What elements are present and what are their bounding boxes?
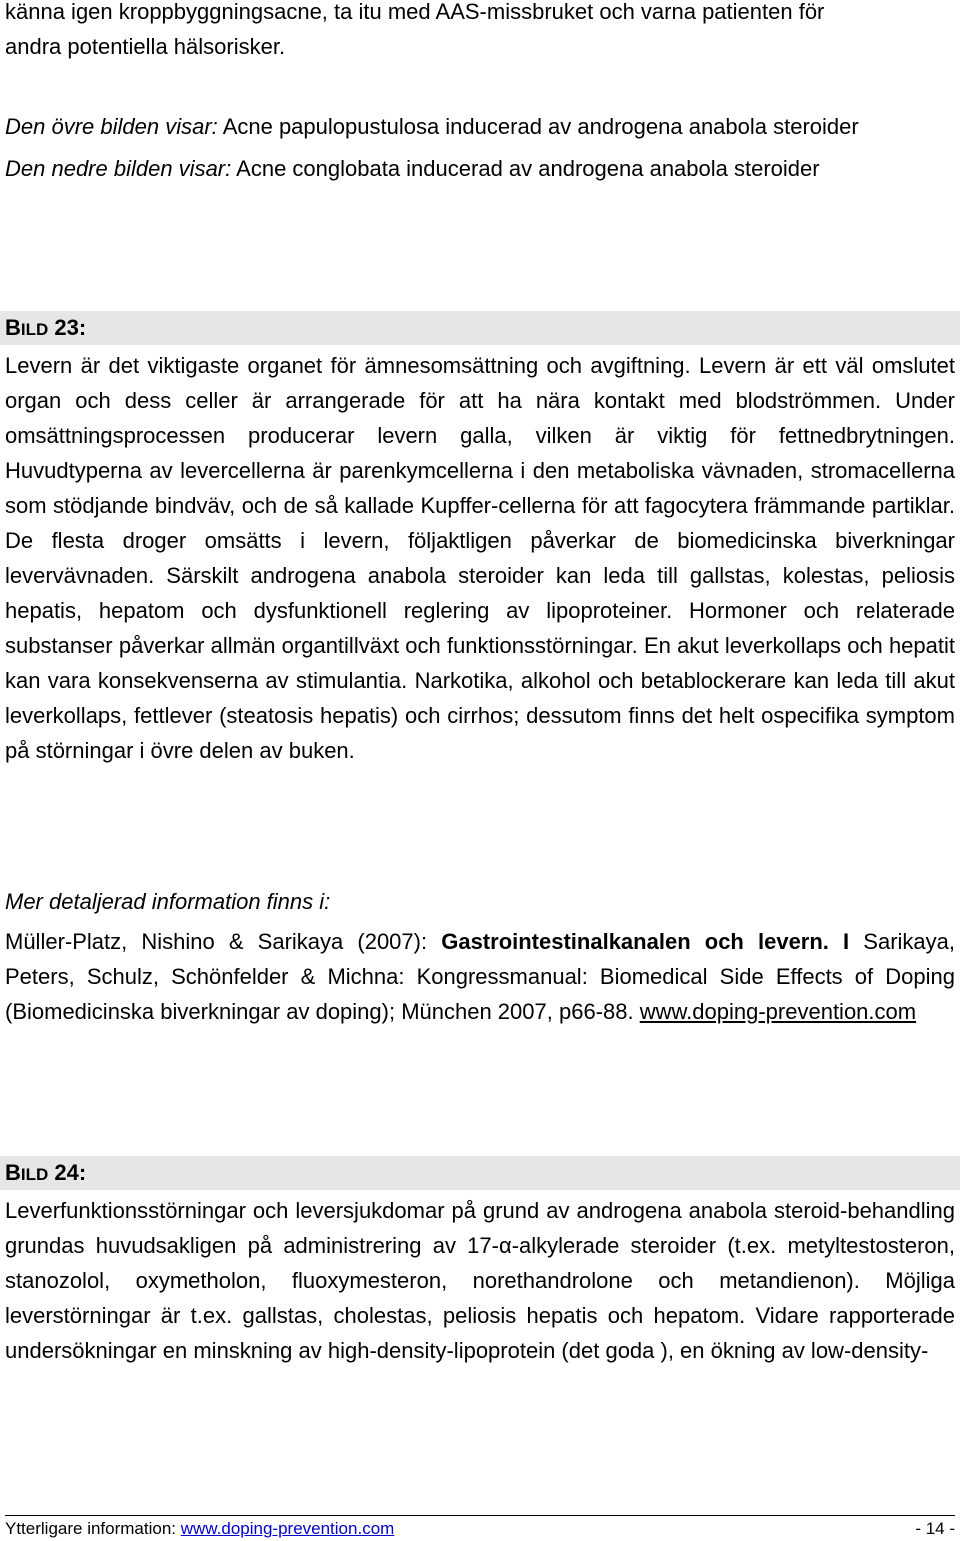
upper-caption-text: Acne papulopustulosa inducerad av androgena anabola steroider: [222, 114, 859, 139]
lower-caption-label: Den nedre bilden visar:: [5, 156, 232, 181]
continued-line-1: känna igen kroppbyggningsacne, ta itu med AAS-missbruket och varna patienten för: [5, 0, 825, 24]
image-captions: [5, 109, 955, 186]
ref1-authors: Müller-Platz, Nishino & Sarikaya (2007):: [5, 929, 442, 954]
bild-23-body: [5, 348, 955, 768]
page-footer: [5, 1518, 955, 1540]
ref1-title: Gastrointestinalkanalen och levern. I: [441, 929, 850, 954]
bild-24-heading-text: BILD 24:: [5, 1160, 87, 1185]
footer-divider: [5, 1515, 955, 1516]
bild-23-heading: [0, 311, 960, 345]
references: [5, 924, 955, 1029]
footer-label: Ytterligare information:: [5, 1519, 181, 1538]
bild-24-paragraph: Leverfunktionsstörningar och leversjukdomar på grund av androgena anabola steroid-behandling grundas huvudsakligen på administrering av 17-α-alkylerade steroider (t.ex. metyltestosteron, stanozolol, oxymetholon, fluoxymesteron, norethandrolone och metandienon). Möjliga leverstörningar är t.ex. gallstas, cholestas, peliosis hepatis och hepatom. Vidare rapporterade undersökningar en minskning av high-density-lipoprotein (det goda ), en ökning av low-density-: [5, 1198, 955, 1363]
reference-link[interactable]: www.doping-prevention.com: [639, 999, 917, 1024]
continued-line-2: andra potentiella hälsorisker.: [5, 34, 286, 59]
lower-caption: [5, 151, 955, 186]
bild-24-heading: [0, 1156, 960, 1190]
page-number: - 14 -: [915, 1519, 955, 1538]
bild-23-heading-text: BILD 23:: [5, 315, 87, 340]
bild-24-body: [5, 1193, 955, 1368]
more-info-label: Mer detaljerad information finns i:: [5, 889, 331, 914]
ref2-text: Sarikaya, Peters, Schulz, Schönfelder & Michna: Kongressmanual: Biomedical Side Effects of Doping (Biomedicinska biverkningar av doping); München 2007, p66-88.: [5, 929, 956, 1024]
upper-caption: [5, 109, 955, 144]
footer-link[interactable]: www.doping-prevention.com: [180, 1519, 395, 1538]
lower-caption-text: Acne conglobata inducerad av androgena anabola steroider: [236, 156, 820, 181]
upper-caption-label: Den övre bilden visar:: [5, 114, 218, 139]
continued-paragraph: [5, 0, 955, 64]
bild-23-paragraph: Levern är det viktigaste organet för ämnesomsättning och avgiftning. Levern är ett väl omslutet organ och dess celler är arrangerade för att ha nära kontakt med blodströmmen. Under omsättningsprocessen producerar levern galla, vilken är viktig för fettnedbrytningen. Huvudtyperna av levercellerna är parenkymcellerna i den metaboliska vävnaden, stromacellerna som stödjande bindväv, och de så kallade Kupffer-cellerna för att fagocytera främmande partiklar. De flesta droger omsätts i levern, följaktligen påverkar de biomedicinska biverkningar levervävnaden. Särskilt androgena anabola steroider kan leda till gallstas, kolestas, peliosis hepatis, hepatom och dysfunktionell reglering av lipoproteiner. Hormoner och relaterade substanser påverkar allmän organtillväxt och funktionsstörningar. En akut leverkollaps och hepatit kan vara konsekvenserna av stimulantia. Narkotika, alkohol och betablockerare kan leda till akut leverkollaps, fettlever (steatosis hepatis) och cirrhos; dessutom finns det helt ospecifika symptom på störningar i övre delen av buken.: [5, 353, 955, 763]
